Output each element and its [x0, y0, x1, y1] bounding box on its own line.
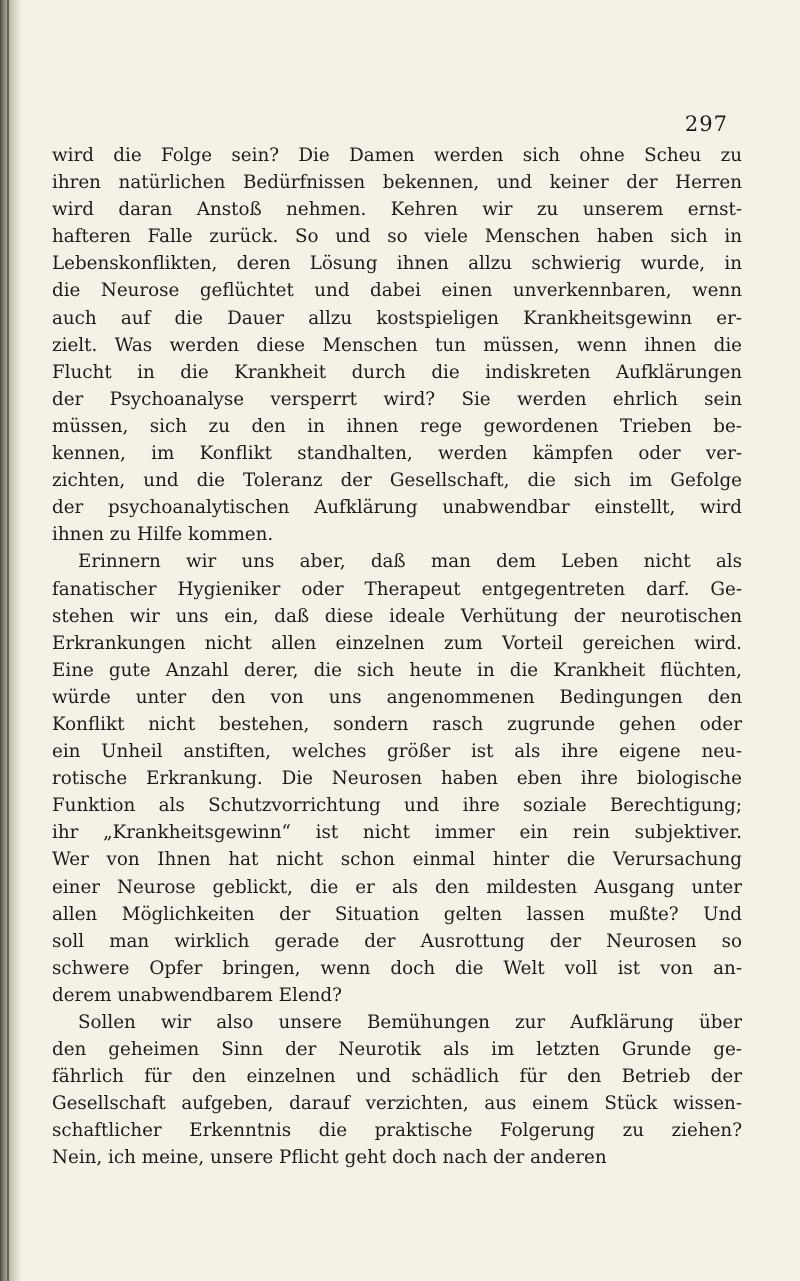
- text-line: ein Unheil anstiften, welches größer ist als ihre eigene neu-: [52, 741, 742, 763]
- text-line: Konflikt nicht bestehen, sondern rasch zugrunde gehen oder: [52, 713, 742, 735]
- text-line: ihren natürlichen Bedürfnissen bekennen, und keiner der Herren: [52, 172, 742, 194]
- text-line: derem unabwendbarem Elend?: [52, 984, 342, 1006]
- text-line: Erinnern wir uns aber, daß man dem Leben nicht als: [78, 551, 742, 573]
- text-line: Eine gute Anzahl derer, die sich heute in die Krankheit flüchten,: [52, 659, 742, 681]
- text-line: einer Neurose geblickt, die er als den mildesten Ausgang unter: [52, 876, 742, 898]
- body-text: [52, 142, 742, 1172]
- text-line: wird die Folge sein? Die Damen werden sich ohne Scheu zu: [52, 145, 742, 166]
- page-binding-edge: [7, 0, 9, 1281]
- text-line: soll man wirklich gerade der Ausrottung der Neurosen so: [52, 930, 742, 952]
- text-line: ihr „Krankheitsgewinn“ ist nicht immer ein rein subjektiver.: [52, 822, 742, 844]
- text-line: den geheimen Sinn der Neurotik als im letzten Grunde ge-: [52, 1039, 742, 1061]
- page-number: 297: [684, 112, 728, 136]
- text-line: Flucht in die Krankheit durch die indiskreten Aufklärungen: [52, 361, 742, 383]
- text-line: Funktion als Schutzvorrichtung und ihre soziale Berechtigung;: [52, 795, 742, 817]
- text-line: Gesellschaft aufgeben, darauf verzichten, aus einem Stück wissen-: [52, 1093, 742, 1115]
- text-line: würde unter den von uns angenommenen Bedingungen den: [52, 686, 742, 708]
- text-line: kennen, im Konflikt standhalten, werden kämpfen oder ver-: [52, 443, 742, 465]
- text-line: Wer von Ihnen hat nicht schon einmal hinter die Verursachung: [52, 849, 742, 871]
- text-line: der Psychoanalyse versperrt wird? Sie werden ehrlich sein: [52, 388, 742, 410]
- text-line: Nein, ich meine, unsere Pflicht geht doch nach der anderen: [52, 1147, 607, 1169]
- text-line: Lebenskonflikten, deren Lösung ihnen allzu schwierig wurde, in: [52, 253, 742, 275]
- text-line: schaftlicher Erkenntnis die praktische Folgerung zu ziehen?: [52, 1120, 742, 1142]
- text-line: wird daran Anstoß nehmen. Kehren wir zu unserem ernst-: [52, 199, 742, 221]
- text-line: zielt. Was werden diese Menschen tun müssen, wenn ihnen die: [52, 334, 742, 356]
- text-line: ihnen zu Hilfe kommen.: [52, 524, 274, 546]
- text-line: Sollen wir also unsere Bemühungen zur Aufklärung über: [78, 1012, 742, 1033]
- paragraph: [52, 1009, 742, 1172]
- text-line: Erkrankungen nicht allen einzelnen zum Vorteil gereichen wird.: [52, 632, 742, 654]
- paragraphs-container: [52, 142, 742, 1172]
- text-line: fanatischer Hygieniker oder Therapeut entgegentreten darf. Ge-: [52, 578, 742, 600]
- paragraph: [52, 142, 742, 548]
- text-line: schwere Opfer bringen, wenn doch die Welt voll ist von an-: [52, 957, 742, 979]
- text-line: allen Möglichkeiten der Situation gelten lassen mußte? Und: [52, 903, 742, 925]
- text-line: der psychoanalytischen Aufklärung unabwendbar einstellt, wird: [52, 497, 742, 519]
- paragraph: [52, 548, 742, 1009]
- text-line: fährlich für den einzelnen und schädlich für den Betrieb der: [52, 1066, 742, 1088]
- page-binding-shadow: [0, 0, 22, 1281]
- text-line: stehen wir uns ein, daß diese ideale Verhütung der neurotischen: [52, 605, 742, 627]
- text-line: hafteren Falle zurück. So und so viele Menschen haben sich in: [52, 226, 742, 248]
- text-line: rotische Erkrankung. Die Neurosen haben eben ihre biologische: [52, 768, 742, 790]
- text-line: zichten, und die Toleranz der Gesellschaft, die sich im Gefolge: [52, 470, 742, 492]
- text-line: die Neurose geflüchtet und dabei einen unverkennbaren, wenn: [52, 280, 742, 302]
- text-line: auch auf die Dauer allzu kostspieligen Krankheitsgewinn er-: [52, 307, 742, 329]
- text-line: müssen, sich zu den in ihnen rege gewordenen Trieben be-: [52, 415, 742, 437]
